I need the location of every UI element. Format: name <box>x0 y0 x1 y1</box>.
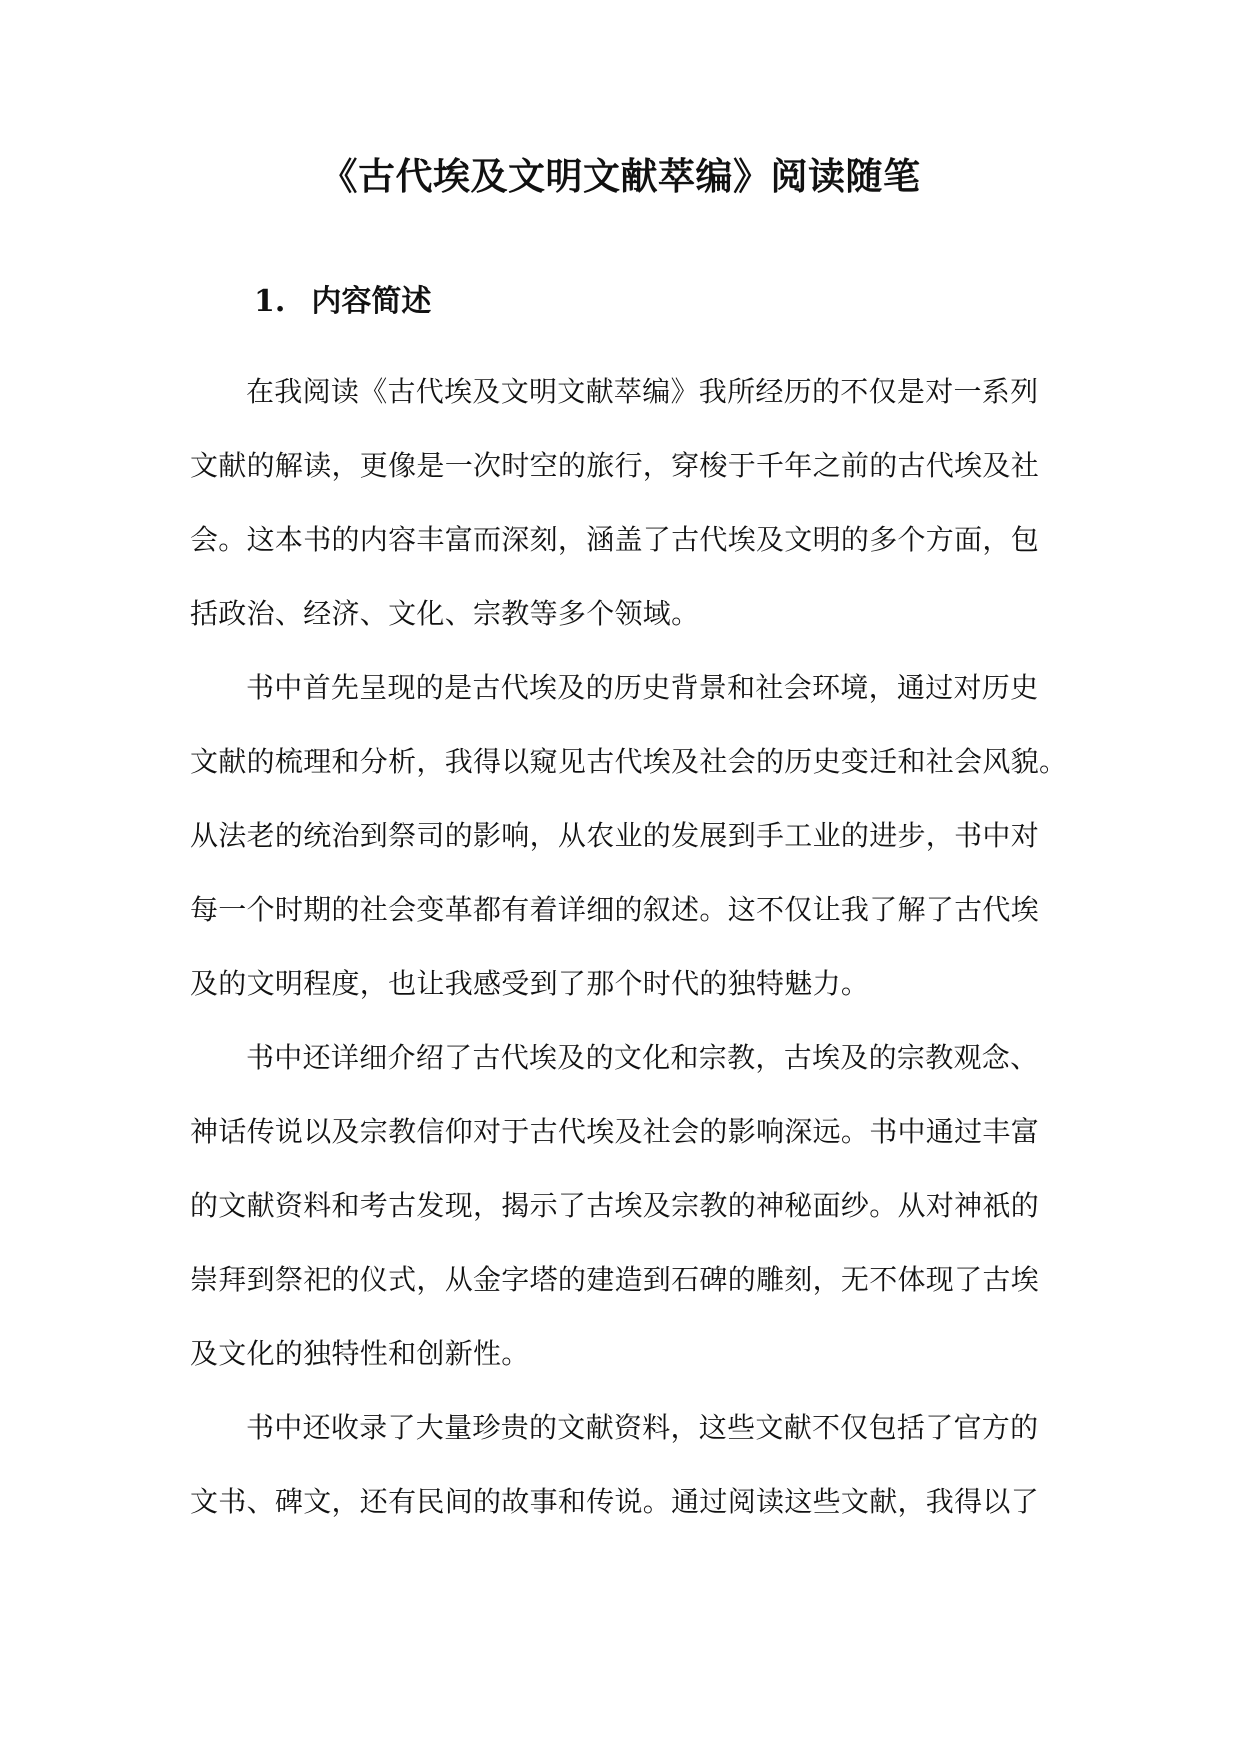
paragraph-line: 及文化的独特性和创新性。 <box>190 1337 530 1370</box>
paragraph-line: 括政治、经济、文化、宗教等多个领域。 <box>190 597 700 630</box>
paragraph-line: 从法老的统治到祭司的影响，从农业的发展到手工业的进步，书中对 <box>190 819 1040 852</box>
paragraph-line: 书中首先呈现的是古代埃及的历史背景和社会环境，通过对历史 <box>246 671 1039 704</box>
paragraph-line: 神话传说以及宗教信仰对于古代埃及社会的影响深远。书中通过丰富 <box>190 1115 1040 1148</box>
section-number: 1. <box>254 284 286 319</box>
section-heading-text: 内容简述 <box>311 284 432 319</box>
body-text <box>190 355 1068 1539</box>
paragraph-line: 文书、碑文，还有民间的故事和传说。通过阅读这些文献，我得以了 <box>190 1485 1040 1518</box>
document-title: 《古代埃及文明文献萃编》阅读随笔 <box>320 154 921 198</box>
paragraph <box>190 1021 1050 1391</box>
paragraph-line: 每一个时期的社会变革都有着详细的叙述。这不仅让我了解了古代埃 <box>190 893 1040 926</box>
paragraph-line: 在我阅读《古代埃及文明文献萃编》我所经历的不仅是对一系列 <box>246 375 1039 408</box>
paragraph-line: 会。这本书的内容丰富而深刻，涵盖了古代埃及文明的多个方面，包 <box>190 523 1040 556</box>
paragraph <box>190 651 1068 1021</box>
paragraph-line: 书中还收录了大量珍贵的文献资料，这些文献不仅包括了官方的 <box>246 1411 1039 1444</box>
paragraph-line: 文献的梳理和分析，我得以窥见古代埃及社会的历史变迁和社会风貌。 <box>190 745 1068 778</box>
paragraph <box>190 1391 1050 1539</box>
paragraph-line: 崇拜到祭祀的仪式，从金字塔的建造到石碑的雕刻，无不体现了古埃 <box>190 1263 1040 1296</box>
paragraph-line: 书中还详细介绍了古代埃及的文化和宗教，古埃及的宗教观念、 <box>246 1041 1039 1074</box>
paragraph <box>190 355 1050 651</box>
paragraph-line: 及的文明程度，也让我感受到了那个时代的独特魅力。 <box>190 967 870 1000</box>
section-heading <box>254 278 431 326</box>
paragraph-line: 的文献资料和考古发现，揭示了古埃及宗教的神秘面纱。从对神祇的 <box>190 1189 1040 1222</box>
paragraph-line: 文献的解读，更像是一次时空的旅行，穿梭于千年之前的古代埃及社 <box>190 449 1040 482</box>
